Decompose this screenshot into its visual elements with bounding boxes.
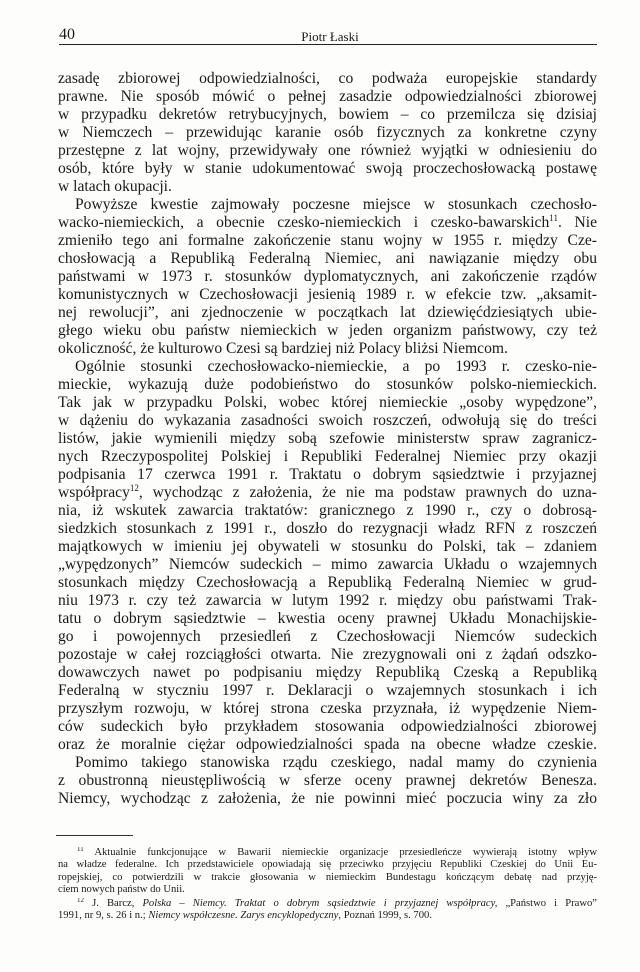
- text-line: [58, 232, 597, 250]
- text-segment: współpracy: [58, 484, 130, 501]
- footnote-marker: 12: [129, 484, 139, 493]
- text-line: [58, 872, 597, 884]
- text-line: [58, 484, 597, 502]
- text-line: [58, 376, 597, 394]
- text-line: [58, 106, 597, 124]
- text-line: [58, 160, 597, 178]
- text-line: [58, 502, 597, 520]
- text-segment: Pomimo takiego stanowiska rządu czeskiego, nadal mamy do czynienia: [75, 754, 597, 771]
- text-segment: 1991, nr 9, s. 26 i n.;: [58, 909, 149, 921]
- text-line: [58, 847, 597, 859]
- text-line: [58, 448, 597, 466]
- text-segment: chosłowacją a Republiką Federalną Niemiec, ani nawiązanie między obu: [58, 250, 597, 267]
- text-segment: osób, które były w stanie udokumentować swoją proczechosłowacką postawę: [58, 160, 597, 177]
- running-head-author: Piotr Łaski: [301, 29, 359, 44]
- text-line: [58, 592, 597, 610]
- text-segment: „Państwo i Prawo”: [497, 897, 597, 909]
- text-line: [58, 538, 597, 556]
- paragraph: [58, 358, 597, 754]
- text-line: [58, 268, 597, 286]
- text-segment: Powyższe kwestie zajmowały poczesne miejsce w stosunkach czechosło-: [75, 196, 597, 213]
- text-segment: państwami w 1973 r. stosunków dyplomatycznych, ani zakończenie rządów: [58, 268, 597, 285]
- text-segment: siedzkich stosunkach z 1991 r., doszło do rezygnacji władz RFN z roszczeń: [58, 520, 597, 537]
- footnote-separator: [56, 835, 133, 836]
- text-segment: listów, jakie wymienili między sobą szefowie ministerstw spraw zagranicz-: [58, 430, 597, 447]
- text-line: [58, 790, 597, 808]
- text-segment: niu 1973 r. czy też zawarcia w lutym 1992 r. między obu państwami Trak-: [58, 592, 597, 609]
- text-segment: na władze federalne. Ich przedstawiciele opowiadają się przeciwko przyjęciu Republiki Czeskiej do Unii Eu-: [58, 859, 597, 871]
- text-segment: pozostaje w całej rozciągłości otwarta. Nie zrezygnowali oni z żądań odszko-: [58, 646, 597, 663]
- text-segment: . Nie: [557, 214, 597, 231]
- text-line: [58, 628, 597, 646]
- footnote-marker: 11: [549, 214, 558, 223]
- text-line: [58, 196, 597, 214]
- text-segment: zmieniło tego ani formalne zakończenie stanu wojny w 1955 r. między Cze-: [58, 232, 597, 249]
- text-segment: , wychodząc z założenia, że nie ma podstaw prawnych do uzna-: [138, 484, 597, 501]
- text-segment: przyszłym rozwoju, w której strona czeska przyznała, iż wypędzenie Niem-: [58, 700, 597, 717]
- text-line: [58, 286, 597, 304]
- text-segment: podpisania 17 czerwca 1991 r. Traktatu o dobrym sąsiedztwie i przyjaznej: [58, 466, 597, 483]
- text-line: [58, 466, 597, 484]
- footnote-marker: 12: [77, 897, 84, 904]
- text-segment: w przypadku dekretów retrybucyjnych, bowiem – co przemilcza się dzisiaj: [58, 106, 597, 123]
- text-segment: „wypędzonych” Niemców sudeckich – mimo zawarcia Układu o wzajemnych: [58, 556, 597, 573]
- text-segment: Ogólnie stosunki czechosłowacko-niemieckie, a po 1993 r. czesko-nie-: [75, 358, 597, 375]
- text-line: [58, 664, 597, 682]
- text-segment: Polska – Niemcy. Traktat o dobrym sąsiedztwie i przyjaznej współpracy,: [142, 897, 498, 909]
- paragraph: [58, 70, 597, 196]
- text-segment: w latach okupacji.: [58, 178, 172, 195]
- text-line: [58, 736, 597, 754]
- text-segment: oraz że moralnie ciężar odpowiedzialności spada na obecne władze czeskie.: [58, 736, 597, 753]
- text-line: [58, 898, 597, 910]
- text-line: [58, 682, 597, 700]
- text-line: [58, 88, 597, 106]
- text-line: [58, 178, 597, 196]
- text-segment: mieckie, wykazują duże podobieństwo do stosunków polsko-niemieckich.: [58, 376, 597, 393]
- text-segment: dowawczych nawet po podpisaniu między Republiką Czeską a Republiką: [58, 664, 597, 681]
- paragraph: [58, 196, 597, 358]
- text-line: [58, 520, 597, 538]
- text-line: [58, 556, 597, 574]
- text-segment: Federalną w styczniu 1997 r. Deklaracji o wzajemnych stosunkach i ich: [58, 682, 597, 699]
- text-segment: nia, iż wskutek zawarcia traktatów: granicznego z 1990 r., czy o dobrosą-: [58, 502, 597, 519]
- text-segment: nej rewolucji”, ani zjednoczenie w początkach lat dziewięćdziesiątych ubie-: [58, 304, 597, 321]
- text-line: [58, 70, 597, 88]
- footnote: [58, 898, 597, 923]
- text-segment: w dążeniu do wykazania zasadności swoich roszczeń, odwołują się do treści: [58, 412, 597, 429]
- text-line: [58, 124, 597, 142]
- text-line: [58, 214, 597, 232]
- text-segment: ciem nowych państw do Unii.: [58, 883, 185, 895]
- text-segment: w Niemczech – przewidując karanie osób fizycznych za konkretne czyny: [58, 124, 597, 141]
- text-segment: go i powojennych przesiedleń z Czechosłowacji Niemców sudeckich: [58, 628, 597, 645]
- text-segment: prawne. Nie sposób mówić o pełnej zasadzie odpowiedzialności zbiorowej: [58, 88, 597, 105]
- text-line: [58, 754, 597, 772]
- text-segment: ropejskiej, co potwierdzili w trakcie głosowania w niemieckim Bundestagu kończącym debatę nad przyję-: [58, 871, 597, 883]
- footnotes: [58, 847, 597, 922]
- text-line: [58, 610, 597, 628]
- text-segment: Tak jak w przypadku Polski, wobec której niemieckie „osoby wypędzone”,: [58, 394, 597, 411]
- text-line: [58, 574, 597, 592]
- text-line: [58, 884, 597, 896]
- text-segment: tatu o dobrym sąsiedztwie – kwestia oceny prawnej Układu Monachijskie-: [58, 610, 597, 627]
- text-line: [58, 322, 597, 340]
- text-segment: majątkowych w imieniu jej obywateli w stosunku do Polski, tak – zdaniem: [58, 538, 597, 555]
- paragraph: [58, 754, 597, 808]
- text-line: [58, 304, 597, 322]
- text-segment: przestępne z lat wojny, przewidywały one również wyjątki w odniesieniu do: [58, 142, 597, 159]
- text-line: [58, 142, 597, 160]
- text-line: [58, 772, 597, 790]
- text-line: [58, 430, 597, 448]
- text-segment: ców sudeckich było przykładem stosowania odpowiedzialności zbiorowej: [58, 718, 597, 735]
- body-text: [58, 70, 597, 808]
- footnote: [58, 847, 597, 896]
- text-segment: nych Rzeczypospolitej Polskiej i Republiki Federalnej Niemiec przy okazji: [58, 448, 597, 465]
- text-segment: Niemcy współczesne. Zarys encyklopedyczny: [148, 909, 339, 921]
- text-segment: stosunkach między Czechosłowacją a Republiką Federalną Niemiec w grud-: [58, 574, 597, 591]
- page-number: 40: [59, 26, 75, 43]
- text-line: [58, 394, 597, 412]
- footnote-marker: 11: [77, 847, 84, 853]
- text-segment: , Poznań 1999, s. 700.: [338, 909, 432, 921]
- text-segment: J. Barcz,: [84, 897, 143, 909]
- text-segment: wacko-niemieckich, a obecnie czesko-niemieckich i czesko-bawarskich: [58, 214, 550, 231]
- text-segment: z obustronną nieustępliwością w sferze oceny prawnej dekretów Benesza.: [58, 772, 597, 789]
- text-line: [58, 910, 597, 922]
- text-line: [58, 340, 597, 358]
- text-line: [58, 700, 597, 718]
- text-line: [58, 859, 597, 871]
- header-rule: [59, 44, 597, 45]
- text-segment: okoliczność, że kulturowo Czesi są bardziej niż Polacy bliżsi Niemcom.: [58, 340, 508, 357]
- text-line: [58, 250, 597, 268]
- text-segment: głego wieku obu państw niemieckich w jeden organizm państwowy, czy też: [58, 322, 597, 339]
- text-line: [58, 646, 597, 664]
- text-segment: Aktualnie funkcjonujące w Bawarii niemieckie organizacje przesiedleńcze wywierają istotny wpływ: [83, 847, 597, 858]
- text-segment: komunistycznych w Czechosłowacji jesienią 1989 r. w efekcie tzw. „aksamit-: [58, 286, 597, 303]
- text-segment: zasadę zbiorowej odpowiedzialności, co podważa europejskie standardy: [58, 70, 597, 87]
- text-line: [58, 358, 597, 376]
- text-line: [58, 718, 597, 736]
- text-segment: Niemcy, wychodząc z założenia, że nie powinni mieć poczucia winy za zło: [58, 790, 597, 807]
- text-line: [58, 412, 597, 430]
